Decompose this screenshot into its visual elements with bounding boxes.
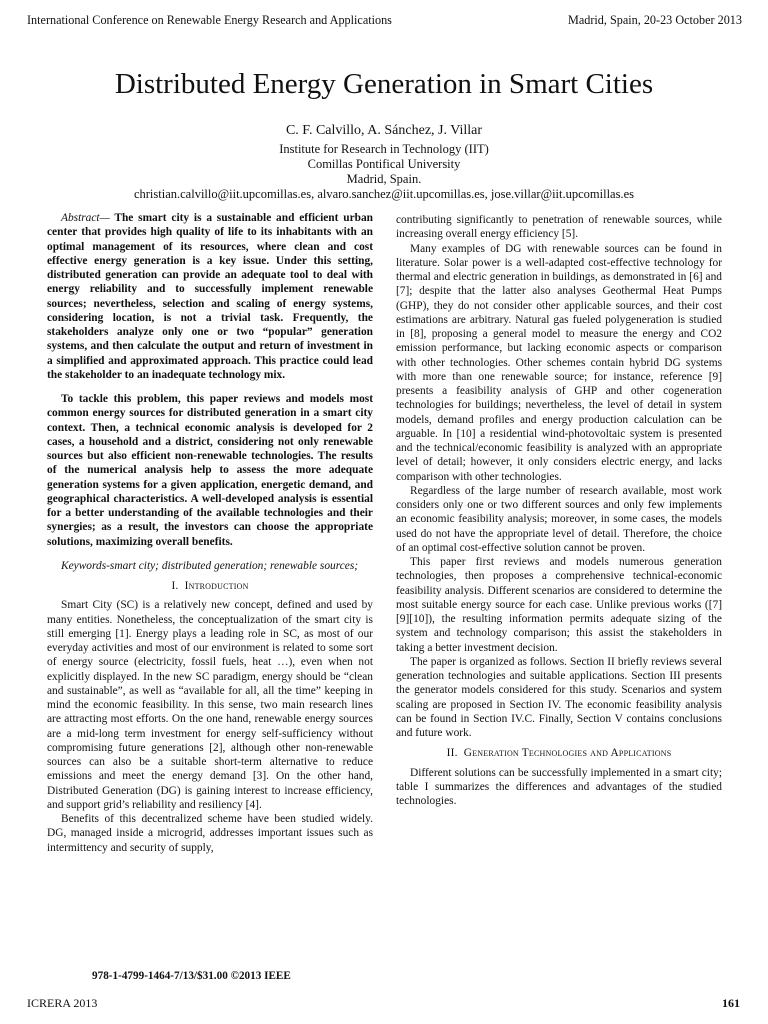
author-university: Comillas Pontifical University (307, 157, 461, 171)
keywords: Keywords-smart city; distributed generation; renewable sources; (61, 559, 359, 572)
footer-venue: ICRERA 2013 (27, 996, 98, 1010)
author-emails: christian.calvillo@iit.upcomillas.es, alvaro.sanchez@iit.upcomillas.es, jose.villar@iit.upcomillas.es (133, 187, 635, 201)
running-header (27, 12, 742, 28)
body-paragraph-5: This paper first reviews and models numerous generation technologies, then proposes a comprehensive technical-economic feasibility analysis. Different scenarios are considered to determine the most suitable energy source for each case. Unlike previous works ([7][9][10]), the resulting information permits adequate sizing of the system and technology comparison; this assist the stakeholders in taking a better investment decision. (396, 556, 722, 654)
conference-name: International Conference on Renewable Energy Research and Applications (27, 13, 392, 27)
intro-paragraph-1: Smart City (SC) is a relatively new concept, defined and used by many entities. Nonetheless, the conceptualization of the smart city is still emerging [1]. Energy plays a leading role in SC, as most of our everyday activities and most of our environment is related to some sort of energy source (electricity, fossil fuels, heat …), even when not explicitly displayed. In the new SC paradigm, energy should be “clean and sustainable”, as well as “available for all, all the time” keeping in mind the economic feasibility. In this sense, two main research lines are attracting most efforts. On the one hand, renewable energy sources are a mid-long term investment for energy self-sufficiency without compromising future generations [2], although other non-renewable sources can also be a suitable short-term alternative to reduce emissions and meet the energy demand [3]. On the other hand, Distributed Generation (DG) is gaining interest to increase efficiency, and support grid’s reliability and resiliency [4]. (47, 599, 373, 811)
section-number: I. (171, 580, 179, 592)
isbn-copyright: 978-1-4799-1464-7/13/$31.00 ©2013 IEEE (92, 970, 291, 982)
abstract-paragraph-2: To tackle this problem, this paper reviews and models most common energy sources for distributed generation in a smart city context. Then, a technical economic analysis is developed for 2 cases, a household and a district, considering not only renewable sources but also efficient non-renewable technologies. The results of the numerical analysis help to assess the more adequate generation systems for a given application, energetic demand, and geographical characteristics. A well-developed analysis is essential for a better understanding of the available technologies and their synergies; as a result, the investors can choose the appropriate solutions, maximizing overall benefits. (47, 393, 373, 548)
section-title: Generation Technologies and Applications (463, 747, 672, 760)
body-paragraph-4: Regardless of the large number of research available, most work considers only one or two different sources and only few implements an economic feasibility analysis; moreover, in some cases, the models used do not have the appropriate level of detail. Therefore, the choice of an optimal cost-effective solution cannot be proven. (396, 484, 722, 554)
body-paragraph-7: Different solutions can be successfully implemented in a smart city; table I summarizes the differences and advantages of the studied technologies. (396, 766, 722, 807)
body-paragraph-6: The paper is organized as follows. Section II briefly reviews several generation technologies and suitable applications. Section III presents the generator models considered for this study. Scenarios and system scaling are proposed in Section IV. The economic feasibility analysis can be found in Section IV.C. Finally, Section V contains conclusions and future work. (396, 655, 722, 739)
section-number: II. (446, 747, 458, 760)
left-column (47, 211, 373, 855)
abstract-paragraph-1 (47, 211, 373, 382)
author-city: Madrid, Spain. (346, 172, 422, 186)
author-institute: Institute for Research in Technology (IIT) (279, 142, 489, 156)
intro-paragraph-2: Benefits of this decentralized scheme have been studied widely. DG, managed inside a microgrid, addresses important issues such as intermittency and security of supply, (47, 813, 373, 854)
abstract-lead: Abstract— (61, 212, 110, 224)
body-paragraph-3: Many examples of DG with renewable sources can be found in literature. Solar power is a well-adapted cost-effective technology for thermal and electric generation in buildings, as demonstrated in [6] and [7]; despite that the latter also analyses Geothermal Heat Pumps (GHP), they do not consider other applicable sources, and their cost estimations are arbitrary. Natural gas fueled polygeneration is studied in [8], proposing a general model to measure the energy and CO2 emission performance, but lacking economic aspects or comparison with other technologies. Other schemes contain hybrid DG systems with more than one renewable source; for instance, reference [9] presents a feasibility analysis of GHP and other cogeneration technologies for buildings; nevertheless, the level of detail in system models, demand profiles and energy production calculation can be arguable. In [10] a residential wind-photovoltaic system is presented and the technical/economic feasibility is analyzed with an appropriate level of detail; however, it only considers electric energy, and lacks comparison with other technologies. (396, 242, 722, 483)
author-names: C. F. Calvillo, A. Sánchez, J. Villar (285, 123, 483, 138)
page-number: 161 (722, 996, 740, 1010)
section-heading-generation-technologies (396, 746, 722, 760)
right-column (396, 213, 722, 808)
section-title: Introduction (184, 580, 249, 592)
section-heading-introduction (47, 579, 373, 593)
continued-paragraph: contributing significantly to penetration of renewable sources, while increasing overall energy efficiency [5]. (396, 214, 722, 241)
conference-location-date: Madrid, Spain, 20-23 October 2013 (568, 13, 742, 27)
author-block (0, 122, 768, 202)
paper-title: Distributed Energy Generation in Smart Cities (114, 68, 654, 100)
abstract-text-1: The smart city is a sustainable and efficient urban center that provides high quality of life to its inhabitants with an optimal management of its resources, where clean and cost effective energy generation is a key issue. Under this setting, distributed generation can provide an adequate tool to deal with energy reliability and to successfully implement renewable sources; nevertheless, selection and scaling of energy systems, considering location, is not a trivial task. Frequently, the stakeholders analyze only one or two “popular” generation systems, and then calculate the output and return of investment in a simplified and approximated approach. This practice could lead the stakeholder to an inadequate technology mix. (47, 212, 373, 381)
